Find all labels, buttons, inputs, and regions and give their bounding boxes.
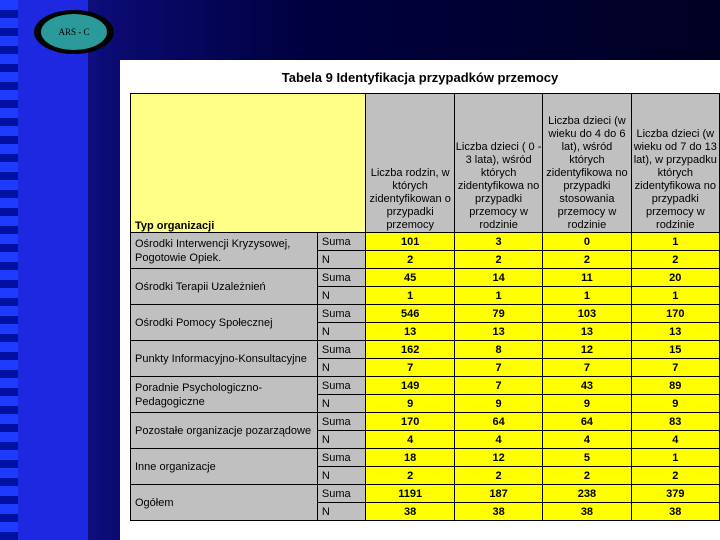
n-value: 4 bbox=[454, 431, 542, 449]
suma-value: 379 bbox=[631, 485, 719, 503]
organization-name: Inne organizacje bbox=[131, 449, 318, 485]
suma-value: 5 bbox=[543, 449, 631, 467]
suma-label: Suma bbox=[317, 449, 366, 467]
suma-value: 170 bbox=[631, 305, 719, 323]
suma-value: 83 bbox=[631, 413, 719, 431]
suma-value: 149 bbox=[366, 377, 455, 395]
n-value: 1 bbox=[366, 287, 455, 305]
suma-value: 18 bbox=[366, 449, 455, 467]
n-value: 4 bbox=[631, 431, 719, 449]
suma-value: 89 bbox=[631, 377, 719, 395]
n-value: 38 bbox=[631, 503, 719, 521]
n-value: 7 bbox=[366, 359, 455, 377]
suma-label: Suma bbox=[317, 485, 366, 503]
n-value: 7 bbox=[631, 359, 719, 377]
column-header-children-0-3: Liczba dzieci ( 0 - 3 lata), wśród których zidentyfikowa no przypadki przemocy w rodzinie bbox=[454, 94, 542, 233]
n-label: N bbox=[317, 503, 366, 521]
n-value: 1 bbox=[543, 287, 631, 305]
suma-value: 1 bbox=[631, 449, 719, 467]
n-label: N bbox=[317, 251, 366, 269]
suma-value: 187 bbox=[454, 485, 542, 503]
suma-value: 3 bbox=[454, 233, 542, 251]
suma-value: 101 bbox=[366, 233, 455, 251]
suma-label: Suma bbox=[317, 341, 366, 359]
suma-label: Suma bbox=[317, 305, 366, 323]
suma-value: 64 bbox=[454, 413, 542, 431]
n-label: N bbox=[317, 287, 366, 305]
n-value: 38 bbox=[366, 503, 455, 521]
n-value: 2 bbox=[454, 251, 542, 269]
suma-label: Suma bbox=[317, 413, 366, 431]
n-value: 13 bbox=[454, 323, 542, 341]
n-value: 2 bbox=[543, 467, 631, 485]
organization-name: Ośrodki Terapii Uzależnień bbox=[131, 269, 318, 305]
suma-value: 12 bbox=[454, 449, 542, 467]
n-label: N bbox=[317, 359, 366, 377]
n-value: 9 bbox=[631, 395, 719, 413]
column-header-children-7-13: Liczba dzieci (w wieku od 7 do 13 lat), w przypadku których zidentyfikowa no przypadki przemocy w rodzinie bbox=[631, 94, 719, 233]
n-value: 9 bbox=[543, 395, 631, 413]
n-value: 38 bbox=[543, 503, 631, 521]
n-value: 13 bbox=[366, 323, 455, 341]
suma-label: Suma bbox=[317, 269, 366, 287]
suma-value: 64 bbox=[543, 413, 631, 431]
suma-value: 45 bbox=[366, 269, 455, 287]
n-value: 4 bbox=[543, 431, 631, 449]
n-value: 13 bbox=[543, 323, 631, 341]
left-blue-band bbox=[18, 0, 88, 540]
suma-value: 12 bbox=[543, 341, 631, 359]
organization-name: Poradnie Psychologiczno-Pedagogiczne bbox=[131, 377, 318, 413]
n-value: 38 bbox=[454, 503, 542, 521]
n-value: 7 bbox=[543, 359, 631, 377]
table-row bbox=[131, 377, 720, 395]
n-label: N bbox=[317, 323, 366, 341]
n-value: 2 bbox=[366, 467, 455, 485]
table-body bbox=[131, 233, 720, 521]
suma-value: 546 bbox=[366, 305, 455, 323]
cases-table bbox=[130, 93, 720, 521]
suma-value: 162 bbox=[366, 341, 455, 359]
n-value: 7 bbox=[454, 359, 542, 377]
table-row bbox=[131, 413, 720, 431]
organization-name: Pozostałe organizacje pozarządowe bbox=[131, 413, 318, 449]
suma-value: 7 bbox=[454, 377, 542, 395]
type-header: Typ organizacji bbox=[131, 94, 366, 233]
n-value: 4 bbox=[366, 431, 455, 449]
n-label: N bbox=[317, 467, 366, 485]
logo bbox=[34, 10, 114, 54]
n-value: 1 bbox=[454, 287, 542, 305]
table-row bbox=[131, 233, 720, 251]
n-value: 2 bbox=[543, 251, 631, 269]
n-value: 2 bbox=[631, 467, 719, 485]
suma-value: 1191 bbox=[366, 485, 455, 503]
n-value: 9 bbox=[454, 395, 542, 413]
suma-value: 238 bbox=[543, 485, 631, 503]
column-header-families: Liczba rodzin, w których zidentyfikowan o przypadki przemocy bbox=[366, 94, 455, 233]
suma-label: Suma bbox=[317, 377, 366, 395]
suma-value: 11 bbox=[543, 269, 631, 287]
column-header-children-4-6: Liczba dzieci (w wieku do 4 do 6 lat), wśród których zidentyfikowa no przypadki stosowania przemocy w rodzinie bbox=[543, 94, 631, 233]
n-value: 1 bbox=[631, 287, 719, 305]
n-label: N bbox=[317, 431, 366, 449]
suma-value: 79 bbox=[454, 305, 542, 323]
n-value: 2 bbox=[631, 251, 719, 269]
left-decorative-strip bbox=[0, 0, 18, 540]
organization-name: Punkty Informacyjno-Konsultacyjne bbox=[131, 341, 318, 377]
logo-text: ARS - C bbox=[41, 14, 107, 50]
table-row bbox=[131, 449, 720, 467]
n-value: 9 bbox=[366, 395, 455, 413]
suma-value: 0 bbox=[543, 233, 631, 251]
table-row bbox=[131, 305, 720, 323]
organization-name: Ośrodki Pomocy Społecznej bbox=[131, 305, 318, 341]
table-row bbox=[131, 485, 720, 503]
suma-value: 103 bbox=[543, 305, 631, 323]
table-row bbox=[131, 341, 720, 359]
n-value: 2 bbox=[366, 251, 455, 269]
suma-value: 20 bbox=[631, 269, 719, 287]
suma-value: 43 bbox=[543, 377, 631, 395]
n-label: N bbox=[317, 395, 366, 413]
header-row bbox=[131, 94, 720, 233]
suma-value: 8 bbox=[454, 341, 542, 359]
suma-value: 1 bbox=[631, 233, 719, 251]
suma-value: 170 bbox=[366, 413, 455, 431]
organization-name: Ośrodki Interwencji Kryzysowej, Pogotowie Opiek. bbox=[131, 233, 318, 269]
organization-name: Ogółem bbox=[131, 485, 318, 521]
n-value: 2 bbox=[454, 467, 542, 485]
n-value: 13 bbox=[631, 323, 719, 341]
suma-label: Suma bbox=[317, 233, 366, 251]
table-row bbox=[131, 269, 720, 287]
table-title: Tabela 9 Identyfikacja przypadków przemocy bbox=[281, 70, 559, 85]
suma-value: 14 bbox=[454, 269, 542, 287]
suma-value: 15 bbox=[631, 341, 719, 359]
